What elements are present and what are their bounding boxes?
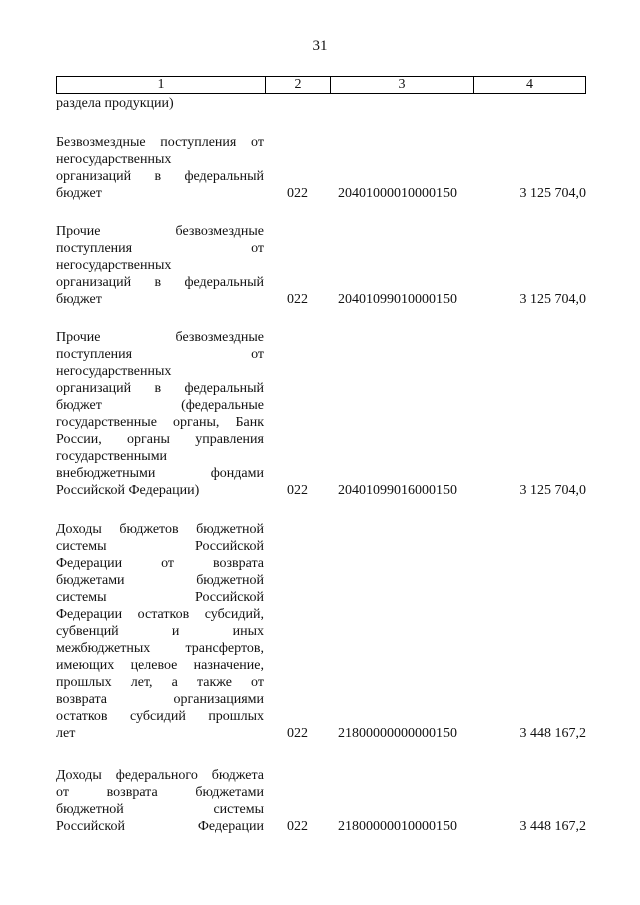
- description-word: органы,: [173, 415, 220, 430]
- description-word: и: [171, 624, 180, 639]
- description-word: организациями: [173, 692, 264, 707]
- description-word: возврата: [212, 556, 264, 571]
- description-line: [56, 538, 264, 555]
- description-line: [56, 151, 264, 168]
- description-word: федерального: [115, 768, 198, 783]
- revenue-row-description: [56, 134, 264, 202]
- description-word: органы: [127, 432, 170, 447]
- description-word: субвенций: [56, 624, 119, 639]
- description-word: государственными: [56, 449, 168, 464]
- description-word: управления: [195, 432, 264, 447]
- description-word: Российской: [56, 819, 125, 834]
- description-word: бюджетами: [195, 785, 264, 800]
- description-word: лет: [56, 726, 76, 741]
- description-word: поступления: [56, 241, 133, 256]
- description-line: [56, 572, 264, 589]
- description-word: Федерации: [56, 607, 123, 622]
- description-word: бюджет: [56, 186, 102, 201]
- page-number: 31: [312, 38, 328, 54]
- column-header-1: 1: [57, 77, 266, 94]
- description-line: [56, 555, 264, 572]
- description-line: [56, 134, 264, 151]
- description-word: также: [196, 675, 232, 690]
- description-word: федеральный: [184, 381, 264, 396]
- description-line: [56, 414, 264, 431]
- description-line: [56, 801, 264, 818]
- description-line: [56, 223, 264, 240]
- description-word: (федеральные: [181, 398, 264, 413]
- description-word: от: [251, 675, 264, 690]
- revenue-row-kbk: 21800000000000150: [338, 726, 457, 741]
- description-word: негосударственных: [56, 364, 172, 379]
- description-word: Российской: [195, 590, 264, 605]
- description-line: [56, 589, 264, 606]
- description-word: Безвозмездные: [56, 135, 146, 150]
- description-word: возврата: [56, 692, 108, 707]
- column-header-2: 2: [266, 77, 331, 94]
- revenue-row-description: [56, 223, 264, 308]
- description-line: [56, 482, 264, 499]
- description-word: безвозмездные: [175, 330, 264, 345]
- revenue-row-kbk: 20401099010000150: [338, 292, 457, 307]
- description-line: [56, 640, 264, 657]
- description-word: государственные: [56, 415, 157, 430]
- description-word: имеющих: [56, 658, 115, 673]
- description-word: бюджетной: [196, 522, 264, 537]
- description-line: [56, 784, 264, 801]
- description-line: [56, 448, 264, 465]
- description-word: бюджета: [211, 768, 264, 783]
- revenue-row-amount: 3 125 704,0: [519, 292, 586, 307]
- description-word: целевое: [130, 658, 178, 673]
- description-word: в: [154, 381, 162, 396]
- description-word: бюджетами: [56, 573, 125, 588]
- description-word: бюджет: [56, 292, 102, 307]
- description-line: [56, 397, 264, 414]
- description-word: Доходы: [56, 522, 102, 537]
- description-line: [56, 380, 264, 397]
- revenue-row-description: [56, 767, 264, 835]
- revenue-row-amount: 3 125 704,0: [519, 483, 586, 498]
- revenue-row-amount: 3 448 167,2: [519, 819, 586, 834]
- description-word: от: [161, 556, 175, 571]
- description-word: России,: [56, 432, 102, 447]
- description-word: назначение,: [193, 658, 264, 673]
- description-word: Прочие: [56, 224, 101, 239]
- description-word: от: [251, 347, 264, 362]
- description-line: [56, 708, 264, 725]
- description-word: бюджет: [56, 398, 102, 413]
- revenue-row-code: 022: [287, 186, 308, 201]
- revenue-row-code: 022: [287, 726, 308, 741]
- description-word: прошлых: [56, 675, 112, 690]
- description-word: организаций: [56, 381, 132, 396]
- description-line: [56, 725, 264, 742]
- description-line: [56, 346, 264, 363]
- description-line: [56, 257, 264, 274]
- description-line: [56, 185, 264, 202]
- revenue-row-kbk: 20401000010000150: [338, 186, 457, 201]
- description-word: остатков: [137, 607, 190, 622]
- revenue-row-code: 022: [287, 483, 308, 498]
- description-word: от: [251, 241, 264, 256]
- description-word: межбюджетных: [56, 641, 151, 656]
- description-word: субсидий: [130, 709, 186, 724]
- description-word: остатков: [56, 709, 108, 724]
- description-word: Федерации: [56, 556, 123, 571]
- description-word: федеральный: [184, 169, 264, 184]
- description-word: прошлых: [208, 709, 264, 724]
- description-word: организаций: [56, 169, 132, 184]
- description-word: а: [171, 675, 178, 690]
- description-line: [56, 818, 264, 835]
- description-line: [56, 274, 264, 291]
- description-word: негосударственных: [56, 152, 172, 167]
- revenue-row-code: 022: [287, 819, 308, 834]
- column-header-3: 3: [331, 77, 474, 94]
- revenue-row-amount: 3 125 704,0: [519, 186, 586, 201]
- revenue-row-kbk: 20401099016000150: [338, 483, 457, 498]
- description-word: Российской Федерации): [56, 483, 200, 498]
- description-line: [56, 606, 264, 623]
- description-word: негосударственных: [56, 258, 172, 273]
- description-word: системы: [213, 802, 264, 817]
- description-word: возврата: [106, 785, 158, 800]
- revenue-row-description: [56, 521, 264, 742]
- description-word: безвозмездные: [175, 224, 264, 239]
- column-header-table: [56, 76, 586, 94]
- description-line: [56, 691, 264, 708]
- description-word: субсидий,: [204, 607, 264, 622]
- description-word: от: [56, 785, 69, 800]
- description-line: [56, 431, 264, 448]
- description-word: от: [251, 135, 264, 150]
- description-word: лет,: [130, 675, 153, 690]
- revenue-row-amount: 3 448 167,2: [519, 726, 586, 741]
- description-line: [56, 240, 264, 257]
- revenue-row-description: [56, 329, 264, 499]
- description-word: в: [154, 275, 162, 290]
- description-line: [56, 657, 264, 674]
- description-word: системы: [56, 590, 107, 605]
- description-word: организаций: [56, 275, 132, 290]
- description-line: [56, 465, 264, 482]
- description-word: Федерации: [197, 819, 264, 834]
- description-word: Доходы: [56, 768, 102, 783]
- description-line: [56, 767, 264, 784]
- description-word: внебюджетными: [56, 466, 156, 481]
- column-header-4: 4: [474, 77, 586, 94]
- description-line: [56, 363, 264, 380]
- description-line: [56, 674, 264, 691]
- description-line: [56, 623, 264, 640]
- description-line: [56, 329, 264, 346]
- revenue-row-code: 022: [287, 292, 308, 307]
- description-word: Прочие: [56, 330, 101, 345]
- description-word: иных: [232, 624, 264, 639]
- description-word: бюджетов: [119, 522, 179, 537]
- description-word: поступления: [160, 135, 237, 150]
- description-word: федеральный: [184, 275, 264, 290]
- description-word: поступления: [56, 347, 133, 362]
- description-word: бюджетной: [56, 802, 124, 817]
- description-word: фондами: [210, 466, 264, 481]
- description-line: [56, 168, 264, 185]
- description-line: [56, 521, 264, 538]
- description-word: Российской: [195, 539, 264, 554]
- description-word: трансфертов,: [185, 641, 264, 656]
- description-word: Банк: [235, 415, 264, 430]
- revenue-row-kbk: 21800000010000150: [338, 819, 457, 834]
- description-word: в: [154, 169, 162, 184]
- description-line: [56, 291, 264, 308]
- description-word: бюджетной: [196, 573, 264, 588]
- description-word: системы: [56, 539, 107, 554]
